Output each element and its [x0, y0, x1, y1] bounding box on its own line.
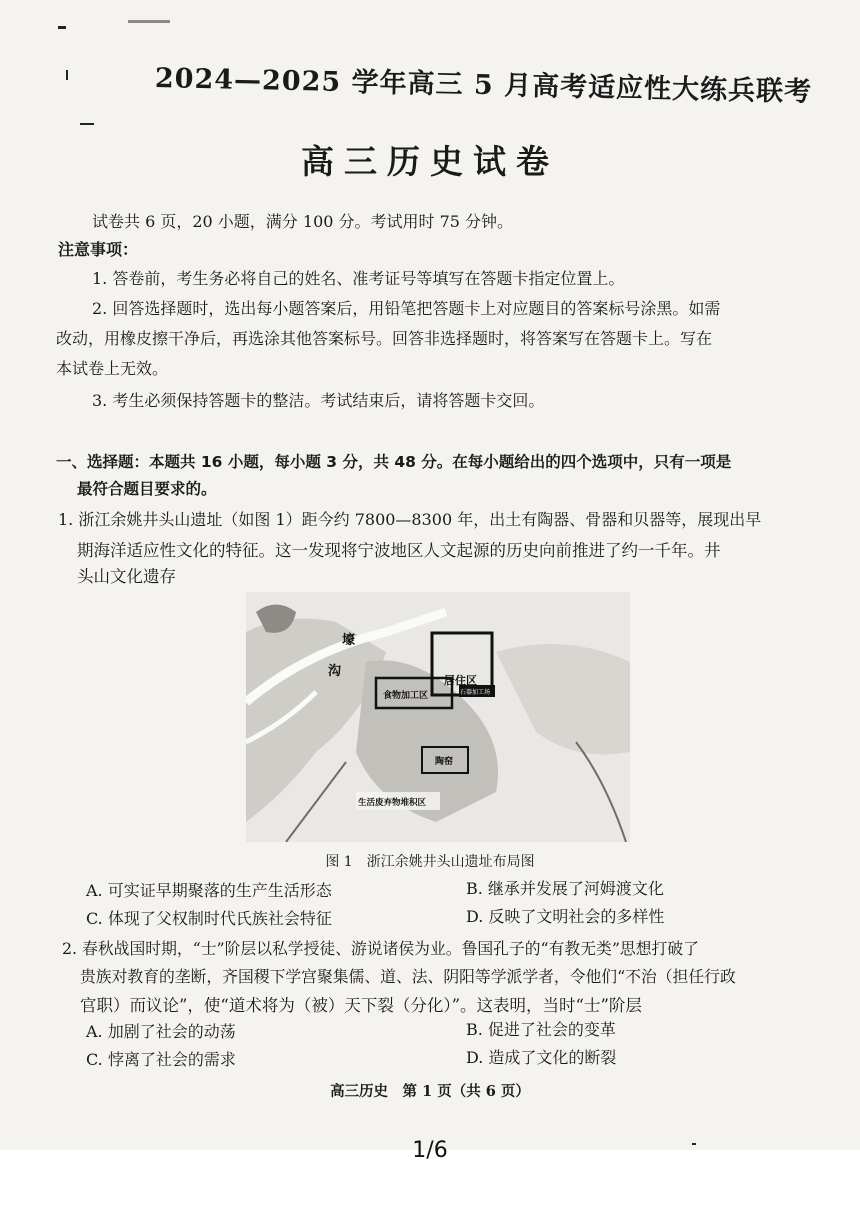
notice-item-2-line-2: 改动，用橡皮擦干净后，再选涂其他答案标号。回答非选择题时，将答案写在答题卡上。写在	[56, 329, 713, 348]
notice-heading: 注意事项：	[58, 240, 139, 259]
figure-caption: 图 1 浙江余姚井头山遗址布局图	[325, 854, 535, 870]
question-2-line-1: 2. 春秋战国时期，“士”阶层以私学授徒、游说诸侯为业。鲁国孔子的“有教无类”思想打破了	[62, 939, 699, 958]
scan-mark	[80, 123, 94, 125]
q1-option-b: B. 继承并发展了河姆渡文化	[466, 879, 664, 898]
label-stone-workshop: 石器加工场	[460, 689, 491, 696]
q2-option-c: C. 悖离了社会的需求	[86, 1050, 236, 1069]
page-counter: 1/6	[412, 1138, 448, 1163]
q2-option-a: A. 加剧了社会的动荡	[86, 1022, 236, 1041]
page-footer: 高三历史 第 1 页（共 6 页）	[330, 1083, 530, 1100]
question-1-line-1: 1. 浙江余姚井头山遗址（如图 1）距今约 7800—8300 年，出土有陶器、骨器和贝器等，展现出早	[58, 510, 762, 529]
label-residential: 居住区	[444, 674, 477, 687]
label-ridge: 壕	[342, 633, 356, 648]
scan-mark	[66, 70, 68, 80]
notice-item-3: 3. 考生必须保持答题卡的整洁。考试结束后，请将答题卡交回。	[92, 391, 545, 410]
notice-item-2-line-1: 2. 回答选择题时，选出每小题答案后，用铅笔把答题卡上对应题目的答案标号涂黑。如需	[92, 299, 721, 318]
label-waste-area: 生活废弃物堆积区	[358, 798, 427, 808]
site-layout-map	[246, 592, 630, 842]
question-2-line-3: 官职）而议论”，使“道术将为（被）天下裂（分化）”。这表明，当时“士”阶层	[80, 996, 642, 1015]
label-ditch: 沟	[328, 664, 342, 679]
exam-summary: 试卷共 6 页，20 小题，满分 100 分。考试用时 75 分钟。	[92, 212, 514, 231]
section-heading-line-2: 最符合题目要求的。	[77, 480, 217, 498]
notice-item-2-line-3: 本试卷上无效。	[56, 359, 169, 378]
q2-option-d: D. 造成了文化的断裂	[466, 1048, 617, 1067]
label-kiln: 陶窑	[435, 757, 454, 767]
question-1-line-2: 期海洋适应性文化的特征。这一发现将宁波地区人文起源的历史向前推进了约一千年。井	[77, 541, 721, 560]
q1-option-c: C. 体现了父权制时代氏族社会特征	[86, 909, 332, 928]
label-food-processing: 食物加工区	[383, 691, 429, 701]
scan-mark	[128, 20, 170, 23]
question-2-line-2: 贵族对教育的垄断，齐国稷下学宫聚集儒、道、法、阴阳等学派学者，令他们“不治（担任行政	[80, 967, 736, 986]
q1-option-a: A. 可实证早期聚落的生产生活形态	[86, 881, 332, 900]
q1-option-d: D. 反映了文明社会的多样性	[466, 907, 665, 926]
exam-title: 2024—2025 学年高三 5 月高考适应性大练兵联考	[154, 63, 813, 108]
question-1-line-3: 头山文化遗存	[77, 567, 176, 586]
section-heading-line-1: 一、选择题：本题共 16 小题，每小题 3 分，共 48 分。在每小题给出的四个选项中，只有一项是	[56, 453, 732, 471]
subject-title: 高三历史试卷	[301, 142, 559, 181]
notice-item-1: 1. 答卷前，考生务必将自己的姓名、准考证号等填写在答题卡指定位置上。	[92, 269, 625, 288]
scan-mark	[58, 26, 66, 29]
q2-option-b: B. 促进了社会的变革	[466, 1020, 616, 1039]
